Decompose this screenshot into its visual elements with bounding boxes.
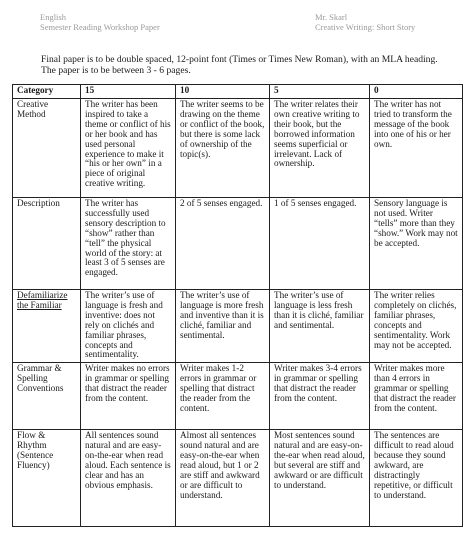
score-cell: The writer’s use of language is less fresh than it is cliché, familiar and sentimental. (270, 290, 370, 363)
header-left (40, 12, 160, 32)
category-cell: Defamiliarize the Familiar (13, 290, 81, 363)
score-cell: All sentences sound natural and are easy-on-the-ear when read aloud. Each sentence is clear and has an obvious emphasis. (81, 430, 176, 527)
score-cell: The writer relates their own creative writing to their book, but the borrowed information seems superficial or irrelevant. Lack of ownership. (270, 99, 370, 198)
header-score-5: 5 (270, 85, 370, 99)
score-cell: The writer has not tried to transform the message of the book into one of his or her own. (370, 99, 463, 198)
score-cell: Almost all sentences sound natural and are easy-on-the-ear when read aloud, but 1 or 2 are stiff and awkward or are difficult to understand. (176, 430, 270, 527)
instruction-length: The paper is to be between 3 - 6 pages. (41, 65, 191, 76)
category-cell: Grammar & Spelling Conventions (13, 363, 81, 430)
score-cell: Writer makes 3-4 errors in grammar or spelling that distract the reader from the content. (270, 363, 370, 430)
table-row (13, 198, 463, 290)
score-cell: Sensory language is not used. Writer “tells” more than they “show.” Work may not be accepted. (370, 198, 463, 290)
header-row (13, 85, 463, 99)
header-score-15: 15 (81, 85, 176, 99)
score-cell: 2 of 5 senses engaged. (176, 198, 270, 290)
score-cell: The writer seems to be drawing on the theme or conflict of the book, but there is some lack of ownership of the topic(s). (176, 99, 270, 198)
category-cell: Flow & Rhythm (Sentence Fluency) (13, 430, 81, 527)
header-right (315, 12, 415, 32)
score-cell: The writer’s use of language is fresh and inventive: does not rely on clichés and familiar phrases, concepts and sentimentality. (81, 290, 176, 363)
score-cell: 1 of 5 senses engaged. (270, 198, 370, 290)
assignment-type: Creative Writing: Short Story (315, 22, 416, 32)
teacher-name: Mr. Skarl (315, 12, 348, 22)
score-cell: The writer’s use of language is more fresh and inventive than it is cliché, familiar and sentimental. (176, 290, 270, 363)
header-score-0: 0 (370, 85, 463, 99)
table-row (13, 290, 463, 363)
category-cell: Description (13, 198, 81, 290)
score-cell: The writer has successfully used sensory description to “show” rather than “tell” the physical world of the story: at least 3 of 5 senses are engaged. (81, 198, 176, 290)
score-cell: Writer makes more than 4 errors in grammar or spelling that distract the reader from the content. (370, 363, 463, 430)
score-cell: The sentences are difficult to read aloud because they sound awkward, are distractingly repetitive, or difficult to understand. (370, 430, 463, 527)
score-cell: Writer makes 1-2 errors in grammar or spelling that distract the reader from the content. (176, 363, 270, 430)
table-row (13, 363, 463, 430)
instruction-format: Final paper is to be double spaced, 12-point font (Times or Times New Roman), with an MLA heading. (41, 54, 438, 65)
header-category: Category (13, 85, 81, 99)
score-cell: Writer makes no errors in grammar or spelling that distract the reader from the content. (81, 363, 176, 430)
table-row (13, 430, 463, 527)
header-score-10: 10 (176, 85, 270, 99)
score-cell: Most sentences sound natural and are easy-on-the-ear when read aloud, but several are stiff and awkward or are difficult to understand. (270, 430, 370, 527)
instructions (41, 54, 461, 76)
score-cell: The writer has been inspired to take a theme or conflict of his or her book and has used personal experience to make it “his or her own” in a piece of original creative writing. (81, 99, 176, 198)
course-name: English (40, 12, 66, 22)
table-row (13, 99, 463, 198)
assignment-name: Semester Reading Workshop Paper (40, 22, 160, 32)
category-cell: Creative Method (13, 99, 81, 198)
rubric-table (12, 84, 463, 527)
score-cell: The writer relies completely on clichés, familiar phrases, concepts and sentimentality. Work may not be accepted. (370, 290, 463, 363)
